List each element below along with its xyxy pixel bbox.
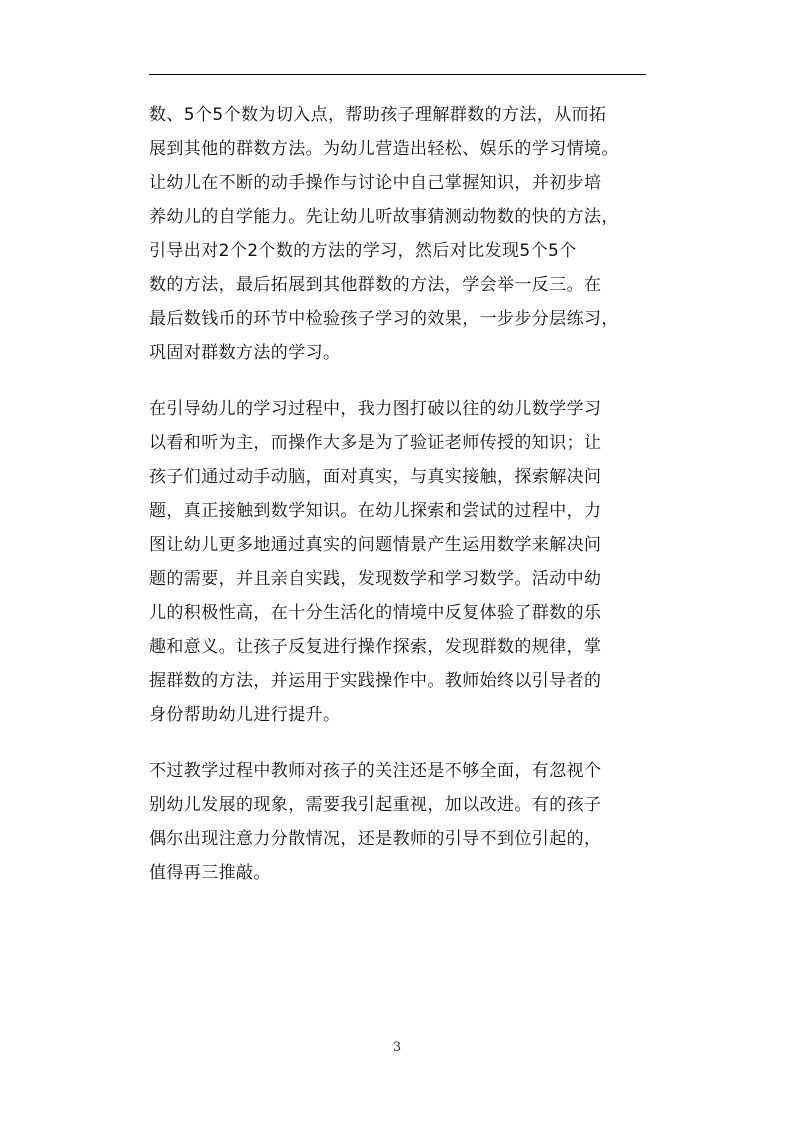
text-line: 儿的积极性高，在十分生活化的情境中反复体验了群数的乐 [149,603,602,623]
text-line: 身份帮助幼儿进行提升。 [149,705,341,725]
page-number: 3 [392,1040,402,1055]
text-line: 题的需要，并且亲自实践，发现数学和学习数学。活动中幼 [149,569,602,589]
text-line: 握群数的方法，并运用于实践操作中。教师始终以引导者的 [149,671,602,691]
text-line: 数、5个5个数为切入点，帮助孩子理解群数的方法，从而拓 [149,105,607,125]
text-line: 在引导幼儿的学习过程中，我力图打破以往的幼儿数学学习 [149,399,602,419]
header-rule [149,74,646,75]
text-line: 最后数钱币的环节中检验孩子学习的效果，一步步分层练习， [149,309,619,329]
text-line: 以看和听为主，而操作大多是为了验证老师传授的知识；让 [149,433,602,453]
text-line: 数的方法，最后拓展到其他群数的方法，学会举一反三。在 [149,275,602,295]
text-line: 题，真正接触到数学知识。在幼儿探索和尝试的过程中，力 [149,501,602,521]
text-line: 偶尔出现注意力分散情况，还是教师的引导不到位引起的， [149,829,602,849]
document-body [149,98,649,912]
text-line: 展到其他的群数方法。为幼儿营造出轻松、娱乐的学习情境。 [149,139,619,159]
paragraph-3 [149,754,649,890]
paragraph-2 [149,392,649,732]
paragraph-1 [149,98,649,370]
text-line: 不过教学过程中教师对孩子的关注还是不够全面，有忽视个 [149,761,602,781]
text-line: 让幼儿在不断的动手操作与讨论中自己掌握知识，并初步培 [149,173,602,193]
text-line: 别幼儿发展的现象，需要我引起重视，加以改进。有的孩子 [149,795,602,815]
text-line: 巩固对群数方法的学习。 [149,343,341,363]
text-line: 孩子们通过动手动脑，面对真实，与真实接触，探索解决问 [149,467,602,487]
text-line: 养幼儿的自学能力。先让幼儿听故事猜测动物数的快的方法， [149,207,619,227]
text-line: 趣和意义。让孩子反复进行操作探索，发现群数的规律，掌 [149,637,602,657]
text-line: 值得再三推敲。 [149,863,271,883]
text-line: 引导出对2个2个数的方法的学习，然后对比发现5个5个 [149,241,577,261]
text-line: 图让幼儿更多地通过真实的问题情景产生运用数学来解决问 [149,535,602,555]
